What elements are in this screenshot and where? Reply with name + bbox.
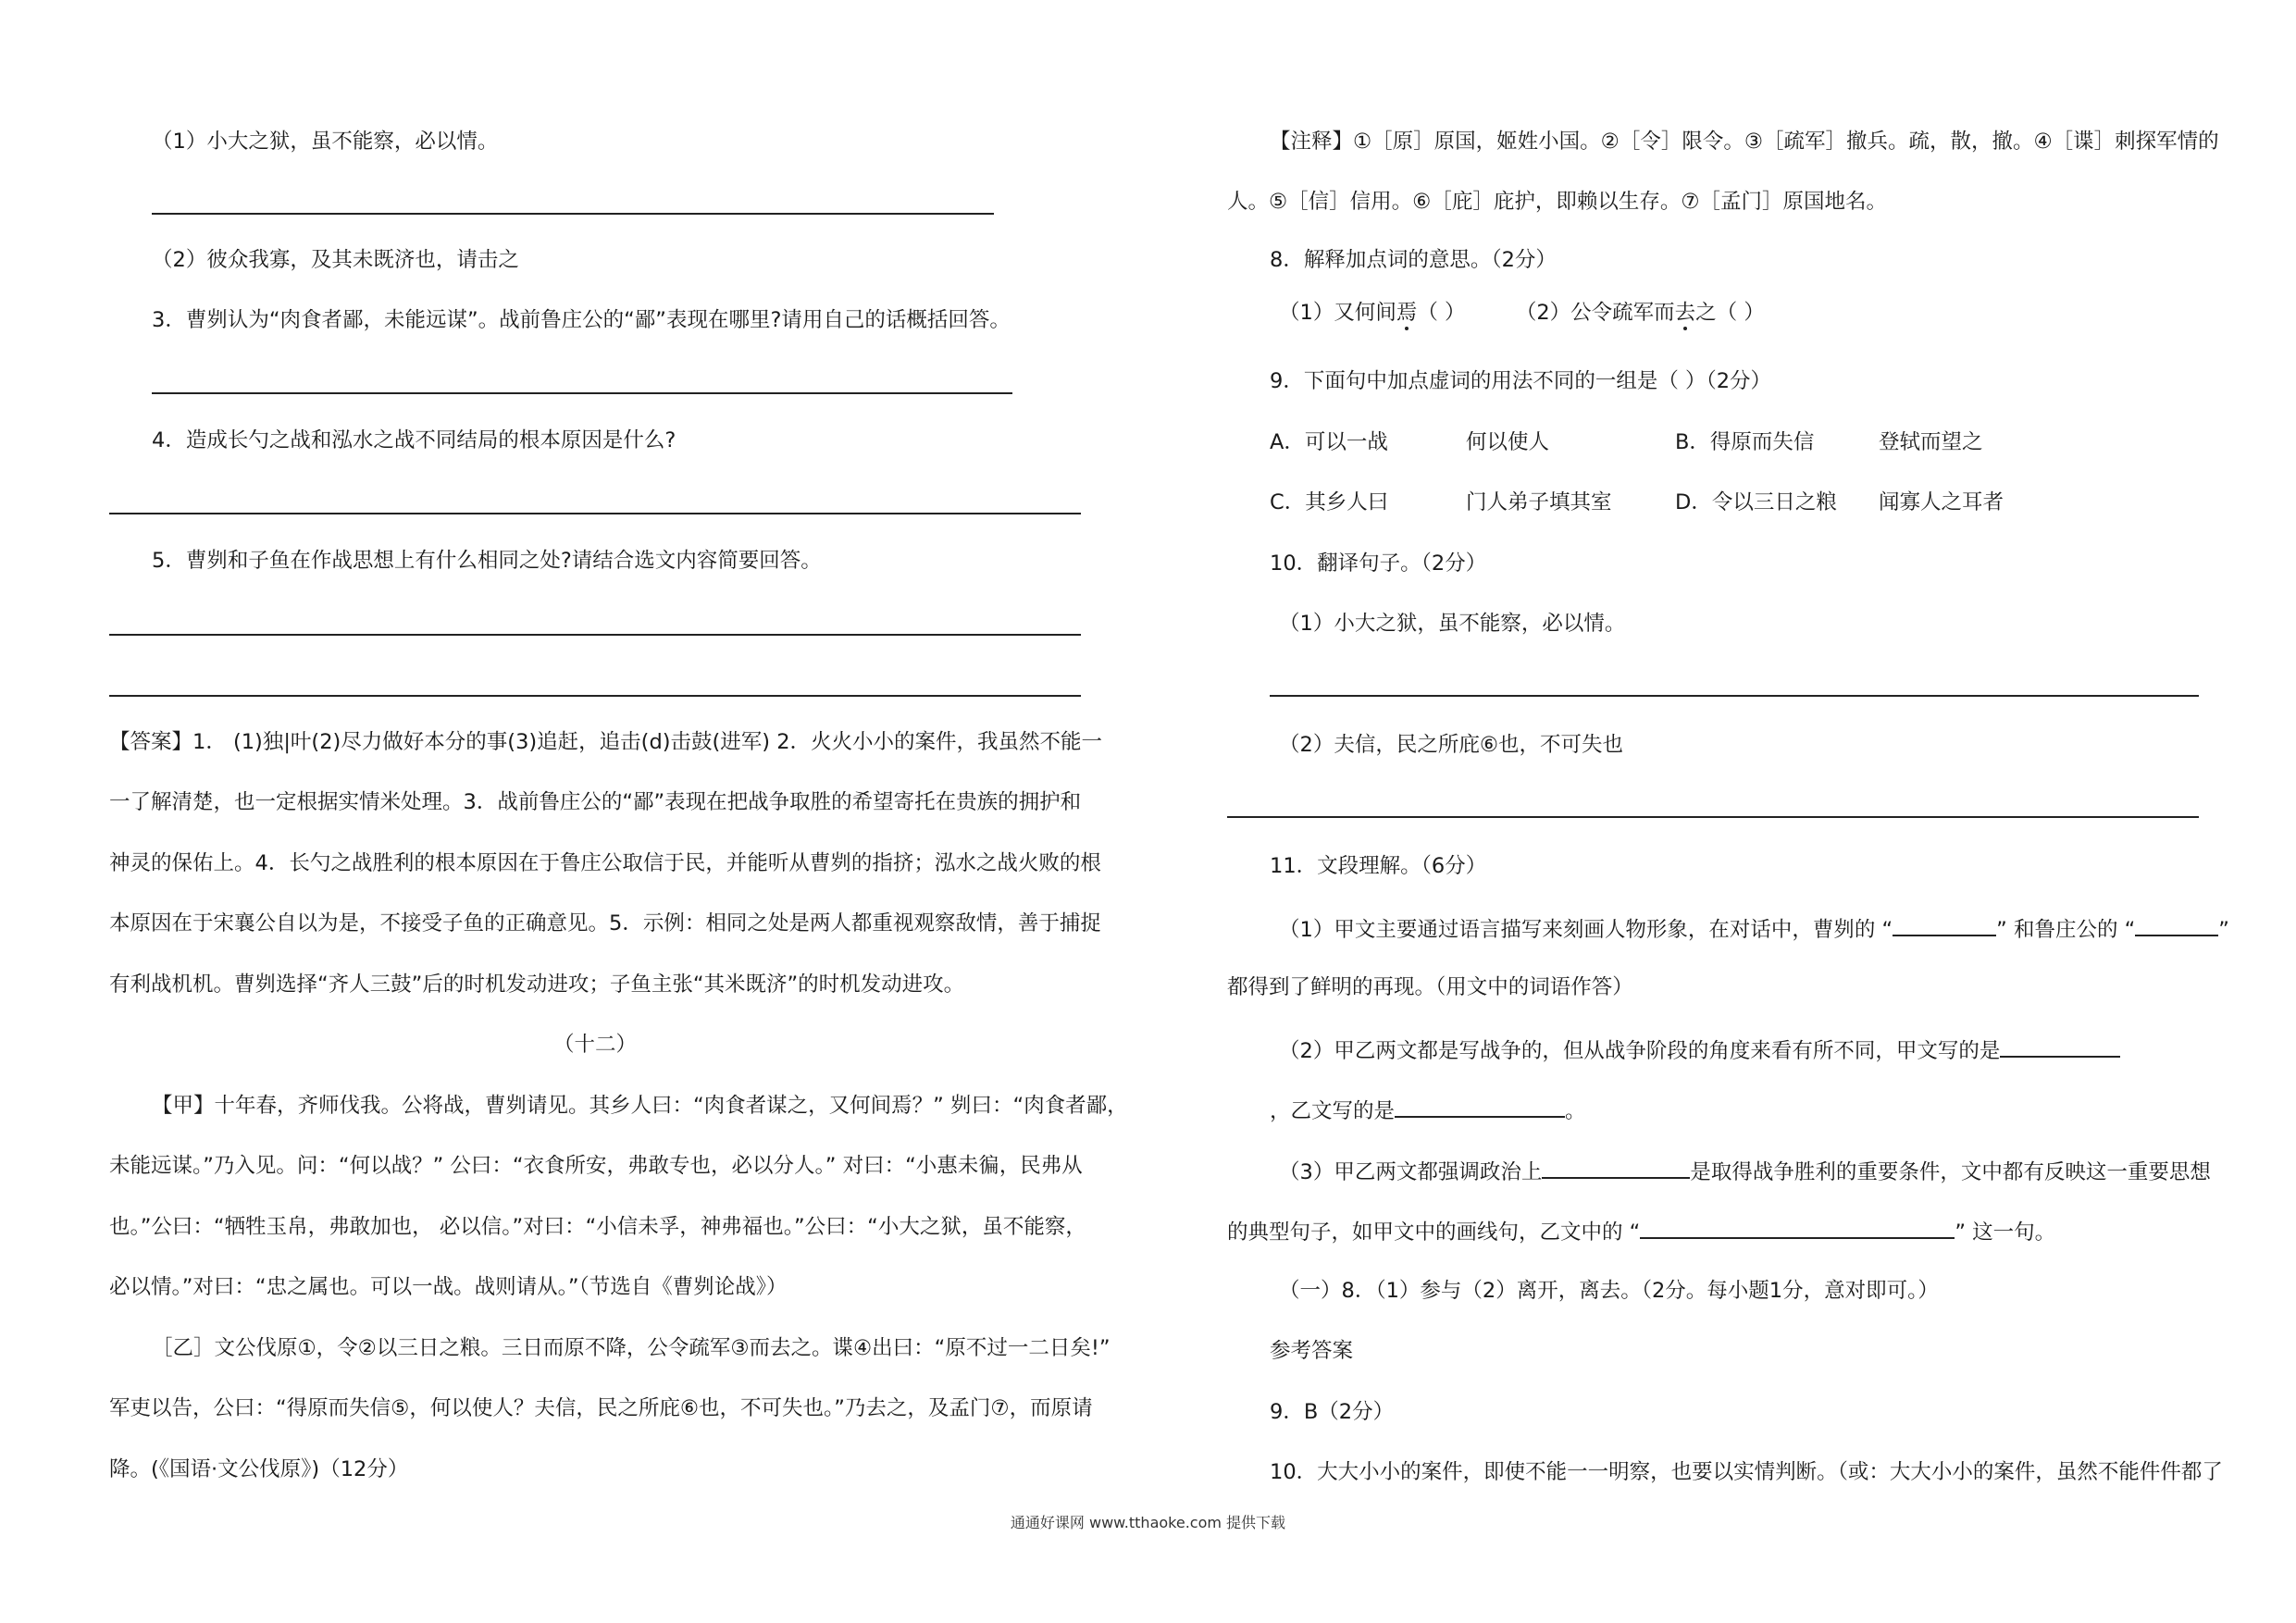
- option-a: A．可以一战: [1270, 430, 1388, 454]
- q11-2-text: （2）甲乙两文都是写战争的，但从战争阶段的角度来看有所不同，甲文写的是: [1279, 1039, 2001, 1063]
- answer-line: [1270, 695, 2199, 697]
- dotted-word: 焉: [1396, 301, 1418, 325]
- answer-text: 【答案】1． (1)独|叶(2)尽力做好本分的事(3)追赶，追击(d)击鼓(进军) 2．火火小小的案件，我虽然不能一: [109, 730, 1103, 754]
- fill-blank[interactable]: [1640, 1215, 1955, 1239]
- answer-line: [152, 213, 994, 215]
- question-5: 5．曹刿和子鱼在作战思想上有什么相同之处?请结合选文内容简要回答。: [152, 549, 822, 573]
- passage-jia: 必以情。”对曰：“忠之属也。可以一战。战则请从。”（节选自《曹刿论战》）: [109, 1275, 788, 1299]
- option-b: 登轼而望之: [1879, 430, 1983, 454]
- q11-2-text: 。: [1565, 1099, 1586, 1123]
- option-c: C．其乡人曰: [1270, 490, 1389, 514]
- answer-text: 有利战机机。曹刿选择“齐人三鼓”后的时机发动进攻；子鱼主张“其米既济”的时机发动进攻。: [109, 973, 965, 997]
- answer-8: （一）8．（1）参与（2）离开，离去。（2分。每小题1分，意对即可。）: [1279, 1279, 1939, 1303]
- option-d: D．令以三日之粮: [1675, 490, 1837, 514]
- q11-3-text: （3）甲乙两文都强调政治上: [1279, 1160, 1543, 1184]
- question-2-1: （1）小大之狱，虽不能察，必以情。: [152, 130, 499, 154]
- question-10-2: （2）夫信，民之所庇⑥也，不可失也: [1279, 733, 1623, 757]
- question-10-1: （1）小大之狱，虽不能察，必以情。: [1279, 612, 1626, 636]
- q8-1-paren: （ ）: [1417, 301, 1466, 325]
- section-title: （十二）: [552, 1033, 637, 1057]
- option-a: 何以使人: [1466, 430, 1550, 454]
- q11-1-text: ”: [2218, 918, 2229, 942]
- q8-2-paren: （ ）: [1716, 301, 1765, 325]
- dotted-word: 去: [1674, 301, 1696, 325]
- fill-blank[interactable]: [2135, 912, 2218, 936]
- page-footer: 通通好课网 www.tthaoke.com 提供下载: [1010, 1514, 1286, 1531]
- question-11-3-cont: [1227, 1215, 2055, 1247]
- q8-1-prefix: （1）又何间: [1279, 301, 1396, 325]
- option-c: 门人弟子填其室: [1466, 490, 1612, 514]
- option-d: 闻寡人之耳者: [1879, 490, 2004, 514]
- q11-3-text: ” 这一句。: [1955, 1220, 2056, 1245]
- answer-text: 神灵的保佑上。4．长勺之战胜利的根本原因在于鲁庄公取信于民，并能听从曹刿的指挤；泓水之战火败的根: [109, 851, 1101, 875]
- question-2-2: （2）彼众我寡，及其未既济也，请击之: [152, 248, 519, 272]
- fill-blank[interactable]: [1395, 1094, 1565, 1118]
- fill-blank[interactable]: [1542, 1155, 1690, 1179]
- answer-line: [109, 513, 1081, 514]
- q8-2-suffix: 之: [1695, 301, 1717, 325]
- question-8: 8．解释加点词的意思。（2分）: [1270, 248, 1557, 272]
- option-b: B．得原而失信: [1675, 430, 1815, 454]
- passage-yi: 军吏以告，公曰：“得原而失信⑤，何以使人？夫信，民之所庇⑥也，不可失也。”乃去之，及孟门⑦，而原请: [109, 1396, 1093, 1420]
- q11-3-text: 的典型句子，如甲文中的画线句，乙文中的 “: [1227, 1220, 1641, 1245]
- question-8-items: [1279, 298, 1765, 328]
- q11-2-text: ，乙文写的是: [1270, 1099, 1396, 1123]
- annotation: 人。⑤［信］信用。⑥［庇］庇护，即赖以生存。⑦［孟门］原国地名。: [1227, 190, 1888, 214]
- question-3: 3．曹刿认为“肉食者鄙，未能远谋”。战前鲁庄公的“鄙”表现在哪里?请用自己的话概括回答。: [152, 308, 1011, 332]
- question-11-1-cont: 都得到了鲜明的再现。（用文中的词语作答）: [1227, 975, 1633, 999]
- answer-10: 10．大大小小的案件，即使不能一一明察，也要以实情判断。（或：大大小小的案件，虽然不能件件都了: [1270, 1460, 2223, 1484]
- q11-1-text: ” 和鲁庄公的 “: [1996, 918, 2136, 942]
- fill-blank[interactable]: [1893, 912, 1996, 936]
- question-11-1: [1279, 912, 2229, 945]
- passage-yi: 降。(《国语·文公伐原》)（12分）: [109, 1457, 409, 1481]
- answer-line: [109, 634, 1081, 636]
- question-10: 10．翻译句子。（2分）: [1270, 551, 1487, 576]
- reference-answer-heading: 参考答案: [1270, 1339, 1354, 1363]
- annotation: 【注释】①［原］原国，姬姓小国。②［令］限令。③［疏军］撤兵。疏，散，撤。④［谍］刺探军情的: [1270, 130, 2219, 154]
- question-11-2-cont: [1270, 1094, 1586, 1126]
- question-11-2: [1279, 1034, 2120, 1066]
- passage-jia: 未能远谋。”乃入见。问：“何以战？” 公曰：“衣食所安，弗敢专也，必以分人。” 对曰：“小惠未徧，民弗从: [109, 1154, 1083, 1178]
- answer-line: [152, 392, 1012, 394]
- passage-jia: 【甲】十年春，齐师伐我。公将战，曹刿请见。其乡人曰：“肉食者谋之，又何间焉？” 刿曰：“肉食者鄙，: [152, 1094, 1128, 1118]
- passage-yi: ［乙］文公伐原①，令②以三日之粮。三日而原不降，公令疏军③而去之。谍④出曰：“原不过一二日矣!”: [152, 1336, 1111, 1360]
- question-9: 9．下面句中加点虚词的用法不同的一组是（ ）（2分）: [1270, 369, 1772, 393]
- answer-9: 9．B（2分）: [1270, 1400, 1395, 1424]
- fill-blank[interactable]: [2000, 1034, 2120, 1058]
- answer-text: 一了解清楚，也一定根据实情米处理。3．战前鲁庄公的“鄙”表现在把战争取胜的希望寄托在贵族的拥护和: [109, 790, 1082, 814]
- answer-line: [109, 695, 1081, 697]
- q11-1-text: （1）甲文主要通过语言描写来刻画人物形象，在对话中，曹刿的 “: [1279, 918, 1893, 942]
- answer-text: 本原因在于宋襄公自以为是，不接受子鱼的正确意见。5．示例：相同之处是两人都重视观察敌情，善于捕捉: [109, 911, 1101, 935]
- passage-jia: 也。”公曰：“牺牲玉帛，弗敢加也， 必以信。”对曰：“小信未孚，神弗福也。”公曰：“小大之狱，虽不能察，: [109, 1215, 1086, 1239]
- question-4: 4．造成长勺之战和泓水之战不同结局的根本原因是什么?: [152, 428, 676, 452]
- question-11-3: [1279, 1155, 2211, 1187]
- answer-line: [1227, 816, 2199, 818]
- q8-2-prefix: （2）公令疏军而: [1515, 301, 1675, 325]
- question-11: 11．文段理解。（6分）: [1270, 854, 1487, 878]
- q11-3-text: 是取得战争胜利的重要条件，文中都有反映这一重要思想: [1690, 1160, 2211, 1184]
